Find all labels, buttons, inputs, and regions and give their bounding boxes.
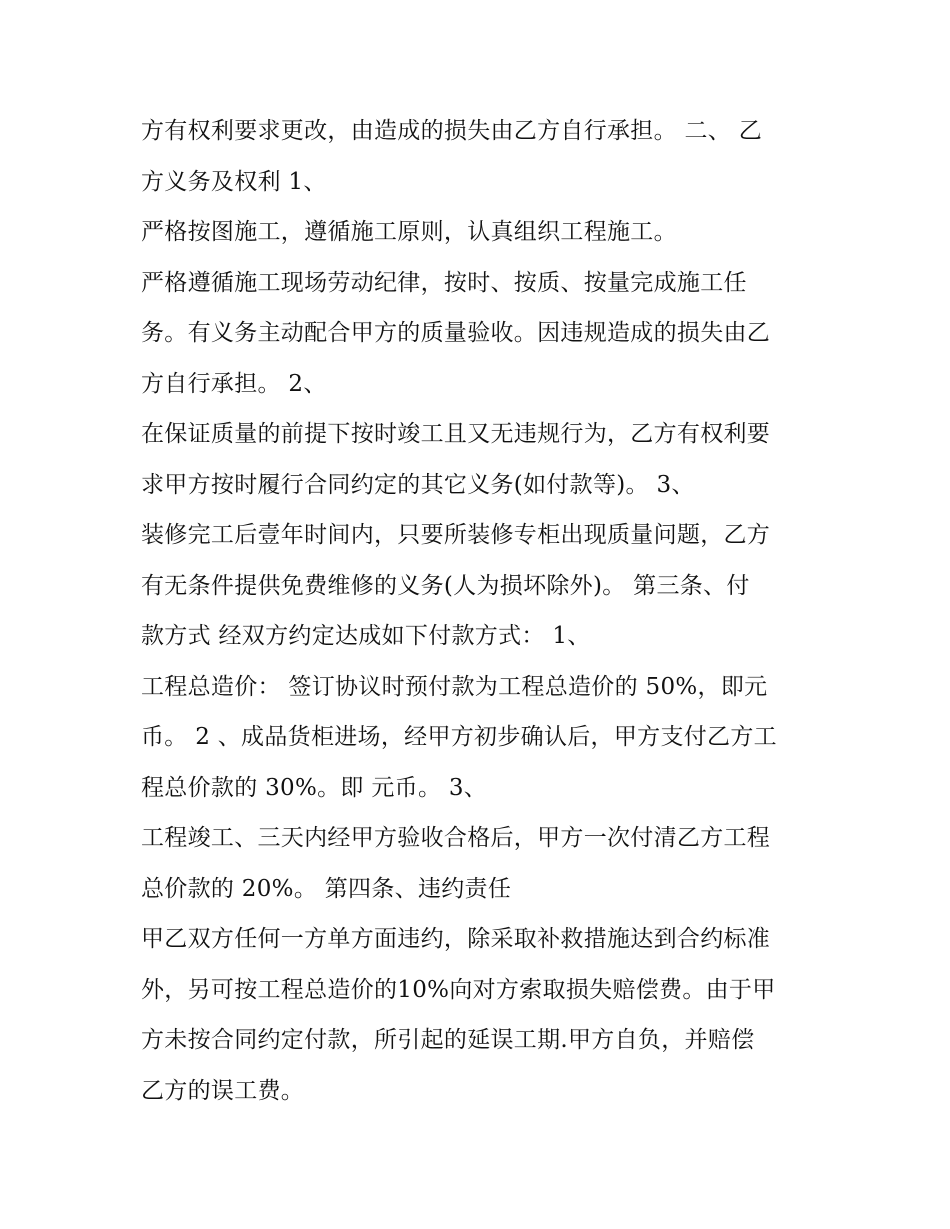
text-line: 款方式 经双方约定达成如下付款方式： 1、 bbox=[141, 623, 591, 649]
text-line: 程总价款的 30%。即 元币。 3、 bbox=[141, 774, 488, 801]
text-line: 币。 2 、成品货柜进场，经甲方初步确认后，甲方支付乙方工 bbox=[141, 724, 777, 750]
document-body bbox=[141, 106, 821, 1116]
text-line: 甲乙双方任何一方单方面违约，除采取补救措施达到合约标准 bbox=[141, 926, 771, 952]
text-line: 求甲方按时履行合同约定的其它义务(如付款等)。 3、 bbox=[141, 471, 695, 498]
text-line: 方有权利要求更改，由造成的损失由乙方自行承担。 二、 乙 bbox=[141, 118, 763, 144]
text-line: 方义务及权利 1、 bbox=[141, 168, 327, 195]
text-line: 在保证质量的前提下按时竣工且又无违规行为，乙方有权利要 bbox=[141, 421, 771, 447]
text-line: 方自行承担。 2、 bbox=[141, 370, 327, 397]
text-line: 方未按合同约定付款，所引起的延误工期.甲方自负，并赔偿 bbox=[141, 1027, 755, 1053]
text-line: 工程总造价： 签订协议时预付款为工程总造价的 50%，即元 bbox=[141, 673, 768, 700]
text-line: 总价款的 20%。 第四条、违约责任 bbox=[141, 875, 512, 902]
text-line: 严格按图施工，遵循施工原则，认真组织工程施工。 bbox=[141, 219, 677, 245]
text-line: 乙方的误工费。 bbox=[141, 1077, 305, 1104]
text-line: 有无条件提供免费维修的义务(人为损坏除外)。 第三条、付 bbox=[141, 572, 750, 599]
text-line: 装修完工后壹年时间内，只要所装修专柜出现质量问题，乙方 bbox=[141, 522, 771, 548]
text-line: 工程竣工、三天内经甲方验收合格后，甲方一次付清乙方工程 bbox=[141, 825, 771, 851]
text-line: 外，另可按工程总造价的10%向对方索取损失赔偿费。由于甲 bbox=[141, 976, 776, 1003]
text-line: 务。有义务主动配合甲方的质量验收。因违规造成的损失由乙 bbox=[141, 320, 771, 346]
text-line: 严格遵循施工现场劳动纪律，按时、按质、按量完成施工任 bbox=[141, 269, 747, 296]
